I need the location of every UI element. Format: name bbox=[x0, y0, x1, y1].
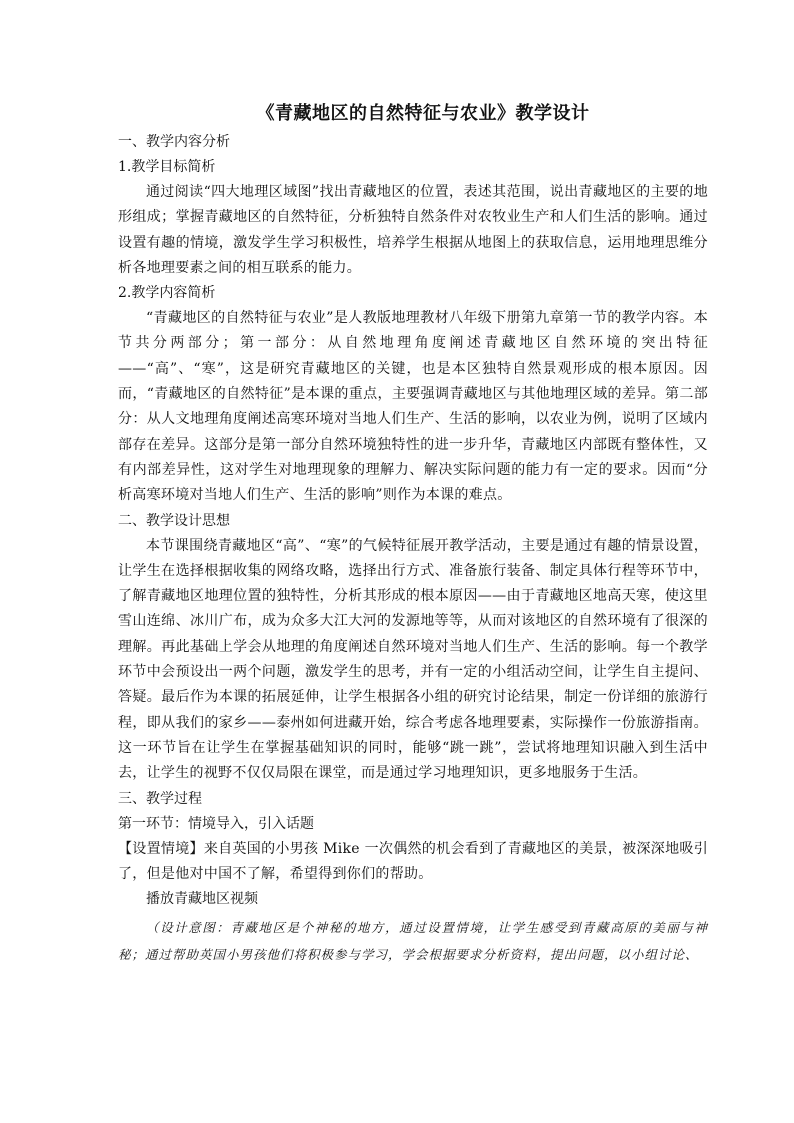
paragraph-goals: 通过阅读“四大地理区域图”找出青藏地区的位置，表述其范围，说出青藏地区的主要的地形组成；掌握青藏地区的自然特征，分析独特自然条件对农牧业生产和人们生活的影响。通过设置有趣的情境，激发学生学习积极性，培养学生根据从地图上的获取信息，运用地理思维分析各地理要素之间的相互联系的能力。 bbox=[118, 184, 708, 276]
subheading-goals: 1.教学目标简析 bbox=[118, 159, 216, 175]
step-heading-1: 第一环节：情境导入，引入话题 bbox=[118, 815, 314, 832]
paragraph-scenario bbox=[118, 837, 708, 888]
scenario-label: 【设置情境】 bbox=[118, 840, 204, 857]
paragraph-content: “青藏地区的自然特征与农业”是人教版地理教材八年级下册第九章第一节的教学内容。本节共分两部分；第一部分：从自然地理角度阐述青藏地区自然环境的突出特征——“高”、“寒”，这是研究青藏地区的关键，也是本区独特自然景观形成的根本原因。因而，“青藏地区的自然特征”是本课的重点，主要强调青藏地区与其他地理区域的差异。第二部分：从人文地理角度阐述高寒环境对当地人们生产、生活的影响，以农业为例，说明了区域内部存在差异。这部分是第一部分自然环境独特性的进一步升华，青藏地区内部既有整体性，又有内部差异性，这对学生对地理现象的理解力、解决实际问题的能力有一定的要求。因而“分析高寒环境对当地人们生产、生活的影响”则作为本课的难点。 bbox=[118, 310, 708, 504]
section-heading-content-analysis: 一、教学内容分析 bbox=[118, 134, 230, 150]
subheading-content: 2.教学内容简析 bbox=[118, 285, 216, 302]
section-heading-process: 三、教学过程 bbox=[118, 790, 202, 807]
document-title: 《青藏地区的自然特征与农业》教学设计 bbox=[256, 103, 590, 124]
scenario-text: 来自英国的小男孩 Mike 一次偶然的机会看到了青藏地区的美景，被深深地吸引了，但是他对中国不了解，希望得到你们的帮助。 bbox=[118, 840, 708, 882]
section-heading-design-idea: 二、教学设计思想 bbox=[118, 512, 230, 529]
paragraph-design-idea: 本节课围绕青藏地区“高”、“寒”的气候特征展开教学活动，主要是通过有趣的情景设置，让学生在选择根据收集的网络攻略，选择出行方式、准备旅行装备、制定具体行程等环节中，了解青藏地区地理位置的独特性，分析其形成的根本原因——由于青藏地区地高天寒，使这里雪山连绵、冰川广布，成为众多大江大河的发源地等等，从而对该地区的自然环境有了很深的理解。再此基础上学会从地理的角度阐述自然环境对当地人们生产、生活的影响。每一个教学环节中会预设出一两个问题，激发学生的思考，并有一定的小组活动空间，让学生自主提问、答疑。最后作为本课的拓展延伸，让学生根据各小组的研究讨论结果，制定一份详细的旅游行程，即从我们的家乡——泰州如何进藏开始，综合考虑各地理要素，实际操作一份旅游指南。这一环节旨在让学生在掌握基础知识的同时，能够“跳一跳”，尝试将地理知识融入到生活中去，让学生的视野不仅仅局限在课堂，而是通过学习地理知识，更多地服务于生活。 bbox=[118, 537, 708, 782]
design-intent-note: （设计意图：青藏地区是个神秘的地方，通过设置情境，让学生感受到青藏高原的美丽与神秘；通过帮助英国小男孩他们将积极参与学习，学会根据要求分析资料，提出问题，以小组讨论、 bbox=[118, 920, 708, 963]
video-line: 播放青藏地区视频 bbox=[146, 891, 258, 908]
